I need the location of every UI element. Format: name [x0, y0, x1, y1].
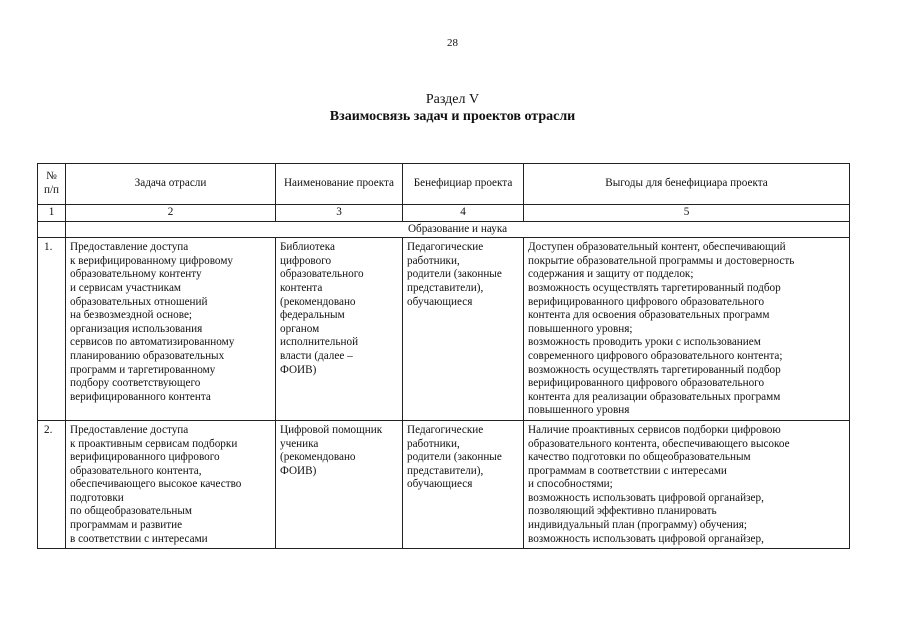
- category-row: [38, 221, 850, 238]
- cell-line: контента для освоения образовательных программ: [528, 309, 770, 322]
- cell-line: Цифровой помощник: [280, 423, 383, 436]
- cell-line: обучающиеся: [407, 478, 473, 491]
- column-number-row: [38, 205, 850, 222]
- cell-line: повышенного уровня;: [528, 322, 633, 335]
- cell-line: цифрового: [280, 254, 332, 267]
- cell-line: образовательного: [280, 268, 364, 281]
- cell-line: образовательному контенту: [70, 268, 202, 281]
- cell-line: верифицированного цифрового образовательного: [528, 295, 765, 308]
- cell-line: образовательных отношений: [70, 295, 208, 308]
- cell-line: власти (далее –: [280, 349, 353, 362]
- cell-line: к верифицированному цифровому: [70, 254, 233, 267]
- header-benefits: Выгоды для бенефициара проекта: [524, 164, 850, 205]
- cell-line: представители),: [407, 464, 484, 477]
- cell-line: Наличие проактивных сервисов подборки цифровою: [528, 423, 781, 436]
- category-spacer: [38, 221, 66, 238]
- cell-line: родители (законные: [407, 451, 502, 464]
- cell-line: организация использования: [70, 322, 203, 335]
- cell-line: родители (законные: [407, 268, 502, 281]
- cell-line: в соответствии с интересами: [70, 532, 208, 545]
- header-project: Наименование проекта: [276, 164, 403, 205]
- cell-line: качество подготовки по общеобразовательным: [528, 451, 751, 464]
- projects-table: [37, 163, 850, 549]
- task-cell: [66, 238, 276, 421]
- cell-line: ученика: [280, 437, 319, 450]
- column-number: 4: [403, 205, 524, 222]
- row-number: 2.: [38, 420, 66, 548]
- cell-line: современного цифрового образовательного контента;: [528, 349, 783, 362]
- table-header-row: [38, 164, 850, 205]
- beneficiary-cell: [403, 238, 524, 421]
- cell-line: Педагогические: [407, 241, 484, 254]
- cell-line: позволяющий эффективно планировать: [528, 505, 717, 518]
- cell-line: к проактивным сервисам подборки: [70, 437, 238, 450]
- cell-line: подготовки: [70, 491, 124, 504]
- header-number: № п/п: [38, 164, 66, 205]
- cell-line: возможность осуществлять таргетированный подбор: [528, 281, 781, 294]
- cell-line: по общеобразовательным: [70, 505, 192, 518]
- cell-line: Библиотека: [280, 241, 335, 254]
- cell-line: возможность осуществлять таргетированный подбор: [528, 363, 781, 376]
- cell-line: сервисов по автоматизированному: [70, 336, 235, 349]
- column-number: 3: [276, 205, 403, 222]
- cell-line: обучающиеся: [407, 295, 473, 308]
- cell-line: подбору соответствующего: [70, 377, 201, 390]
- cell-line: и способностями;: [528, 478, 613, 491]
- task-cell: [66, 420, 276, 548]
- section-title: Взаимосвязь задач и проектов отрасли: [329, 109, 576, 124]
- cell-line: верифицированного цифрового: [70, 451, 220, 464]
- cell-line: контента: [280, 281, 323, 294]
- cell-line: представители),: [407, 281, 484, 294]
- cell-line: программам и развитие: [70, 519, 183, 532]
- cell-line: планированию образовательных: [70, 349, 225, 362]
- cell-line: (рекомендовано: [280, 451, 356, 464]
- cell-line: повышенного уровня: [528, 404, 630, 417]
- project-cell: [276, 238, 403, 421]
- cell-line: работники,: [407, 437, 460, 450]
- cell-line: исполнительной: [280, 336, 359, 349]
- cell-line: и сервисам участникам: [70, 281, 181, 294]
- cell-line: Предоставление доступа: [70, 241, 189, 254]
- category-label: Образование и наука: [66, 221, 850, 238]
- beneficiary-cell: [403, 420, 524, 548]
- cell-line: покрытие образовательной программы и достоверность: [528, 254, 795, 267]
- column-number: 2: [66, 205, 276, 222]
- benefits-cell: [524, 238, 850, 421]
- column-number: 1: [38, 205, 66, 222]
- cell-line: содержания и защиту от подделок;: [528, 268, 694, 281]
- cell-line: обеспечивающего высокое качество: [70, 478, 242, 491]
- cell-line: органом: [280, 322, 320, 335]
- page-number: 28: [447, 37, 458, 49]
- header-task: Задача отрасли: [66, 164, 276, 205]
- row-number: 1.: [38, 238, 66, 421]
- cell-line: Доступен образовательный контент, обеспечивающий: [528, 241, 786, 254]
- cell-line: работники,: [407, 254, 460, 267]
- column-number: 5: [524, 205, 850, 222]
- cell-line: образовательного контента, обеспечивающего высокое: [528, 437, 790, 450]
- cell-line: контента для реализации образовательных программ: [528, 390, 781, 403]
- table-row: [38, 238, 850, 421]
- header-beneficiary: Бенефициар проекта: [403, 164, 524, 205]
- cell-line: программ и таргетированному: [70, 363, 216, 376]
- cell-line: верифицированного контента: [70, 390, 211, 403]
- cell-line: ФОИВ): [280, 363, 317, 376]
- cell-line: возможность использовать цифровой органайзер,: [528, 491, 764, 504]
- cell-line: ФОИВ): [280, 464, 317, 477]
- benefits-cell: [524, 420, 850, 548]
- section-label: Раздел V: [425, 92, 480, 107]
- cell-line: верифицированного цифрового образовательного: [528, 377, 765, 390]
- cell-line: образовательного контента,: [70, 464, 202, 477]
- cell-line: возможность проводить уроки с использованием: [528, 336, 761, 349]
- cell-line: индивидуальный план (программу) обучения;: [528, 519, 748, 532]
- table-row: [38, 420, 850, 548]
- cell-line: возможность использовать цифровой органайзер,: [528, 532, 764, 545]
- cell-line: (рекомендовано: [280, 295, 356, 308]
- cell-line: федеральным: [280, 309, 345, 322]
- cell-line: Предоставление доступа: [70, 423, 189, 436]
- cell-line: программам в соответствии с интересами: [528, 464, 727, 477]
- cell-line: Педагогические: [407, 423, 484, 436]
- cell-line: на безвозмездной основе;: [70, 309, 193, 322]
- project-cell: [276, 420, 403, 548]
